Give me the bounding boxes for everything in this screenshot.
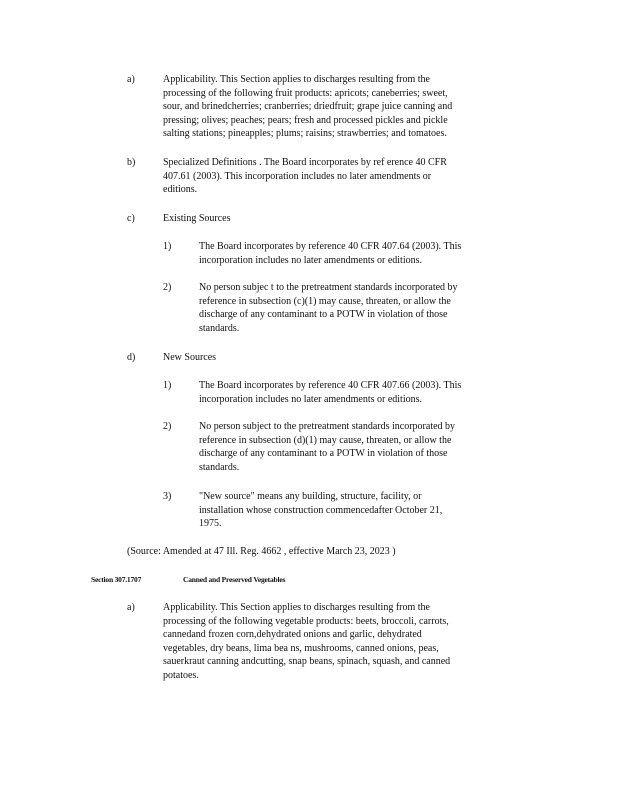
paragraph-line: 407.61 (2003). This incorporation includes no later amendments or <box>163 170 432 182</box>
specialized-definitions-paragraph <box>163 156 498 197</box>
paragraph-line: vegetables, dry beans, lima bea ns, mushrooms, canned onions, peas, <box>163 642 439 654</box>
paragraph-line: sour, and brinedcherries; cranberries; driedfruit; grape juice canning and <box>163 101 453 113</box>
item-marker: a) <box>127 602 135 613</box>
subitem-marker: 3) <box>163 491 172 502</box>
paragraph-line: processing of the following vegetable products: beets, broccoli, carrots, <box>163 615 449 627</box>
paragraph-line: standards. <box>199 322 240 334</box>
subitem-marker: 2) <box>163 421 172 432</box>
paragraph-line: discharge of any contaminant to a POTW in violation of those <box>199 309 448 321</box>
paragraph-line: processing of the following fruit products: apricots; caneberries; sweet, <box>163 87 448 99</box>
paragraph-line: Applicability. This Section applies to discharges resulting from the <box>163 74 430 85</box>
new-sources-heading: New Sources <box>163 352 217 363</box>
paragraph-line: cannedand frozen corn,dehydrated onions and garlic, dehydrated <box>163 629 422 641</box>
paragraph-line: salting stations; pineapples; plums; raisins; strawberries; and tomatoes. <box>163 128 447 140</box>
paragraph-line: The Board incorporates by reference 40 CFR 407.64 (2003). This <box>199 241 462 252</box>
item-marker: d) <box>127 352 136 363</box>
source-note: (Source: Amended at 47 Ill. Reg. 4662 , effective March 23, 2023 ) <box>127 546 396 557</box>
item-marker: a) <box>127 74 135 85</box>
paragraph-line: incorporation includes no later amendments or editions. <box>199 254 422 266</box>
subitem-marker: 2) <box>163 282 172 293</box>
paragraph-line: Specialized Definitions . The Board incorporates by ref erence 40 CFR <box>163 157 447 168</box>
new-source-definition-paragraph <box>199 490 487 531</box>
new-sources-incorporation-paragraph <box>199 379 517 406</box>
paragraph-line: potatoes. <box>163 669 199 681</box>
existing-sources-prohibition-paragraph <box>199 281 506 335</box>
paragraph-line: No person subject to the pretreatment standards incorporated by <box>199 421 456 432</box>
paragraph-line: pressing; olives; peaches; pears; fresh and processed pickles and pickle <box>163 114 448 126</box>
paragraph-line: No person subjec t to the pretreatment standards incorporated by <box>199 282 458 293</box>
paragraph-line: reference in subsection (d)(1) may cause, threaten, or allow the <box>199 434 452 446</box>
paragraph-line: "New source" means any building, structure, facility, or <box>199 491 422 502</box>
paragraph-line: editions. <box>163 184 198 196</box>
paragraph-line: reference in subsection (c)(1) may cause, threaten, or allow the <box>199 295 451 307</box>
new-sources-prohibition-paragraph <box>199 420 506 474</box>
paragraph-line: The Board incorporates by reference 40 CFR 407.66 (2003). This <box>199 380 462 391</box>
subitem-marker: 1) <box>163 241 172 252</box>
paragraph-line: incorporation includes no later amendments or editions. <box>199 393 422 405</box>
existing-sources-heading: Existing Sources <box>163 213 231 224</box>
paragraph-line: 1975. <box>199 518 222 530</box>
section-number: Section 307.1707 <box>91 575 142 584</box>
paragraph-line: discharge of any contaminant to a POTW in violation of those <box>199 448 448 460</box>
existing-sources-incorporation-paragraph <box>199 240 517 267</box>
paragraph-line: sauerkraut canning andcutting, snap beans, spinach, squash, and canned <box>163 656 451 668</box>
item-marker: b) <box>127 157 136 168</box>
paragraph-line: standards. <box>199 461 240 473</box>
applicability-paragraph <box>163 73 510 141</box>
section-title: Canned and Preserved Vegetables <box>183 575 286 584</box>
item-marker: c) <box>127 213 135 224</box>
paragraph-line: Applicability. This Section applies to discharges resulting from the <box>163 602 430 613</box>
vegetable-applicability-paragraph <box>163 601 506 683</box>
subitem-marker: 1) <box>163 380 172 391</box>
paragraph-line: installation whose construction commencedafter October 21, <box>199 504 443 516</box>
